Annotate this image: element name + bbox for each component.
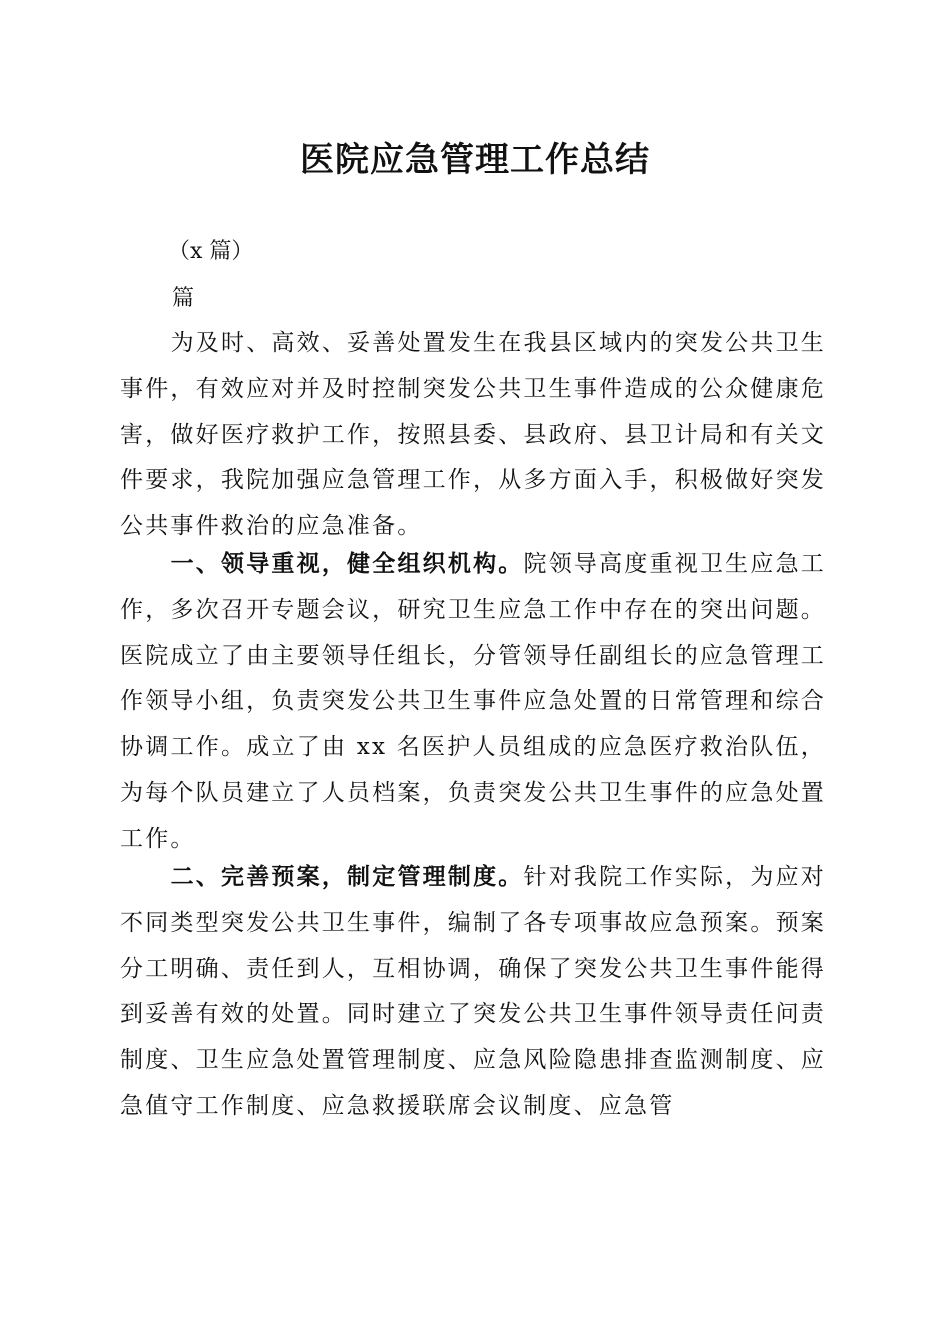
document-title: 医院应急管理工作总结 [300,140,650,180]
paragraph-intro [120,321,826,550]
section-label: 篇 [172,286,195,311]
article-count-label: （x 篇） [168,239,254,264]
paragraph-section-2 [120,855,826,1130]
paragraph-text: 针对我院工作实际，为应对不同类型突发公共卫生事件，编制了各专项事故应急预案。预案分工明确、责任到人，互相协调，确保了突发公共卫生事件能得到妥善有效的处置。同时建立了突发公共卫生事件领导责任问责制度、卫生应急处置管理制度、应急风险隐患排查监测制度、应急值守工作制度、应急救援联席会议制度、应急管 [120,864,826,1119]
section-heading: 一、领导重视，健全组织机构。 [170,551,524,577]
paragraph-text: 为及时、高效、妥善处置发生在我县区域内的突发公共卫生事件，有效应对并及时控制突发公共卫生事件造成的公众健康危害，做好医疗救护工作，按照县委、县政府、县卫计局和有关文件要求，我院加强应急管理工作，从多方面入手，积极做好突发公共事件救治的应急准备。 [120,330,826,540]
paragraph-section-1 [120,542,826,863]
paragraph-text: 院领导高度重视卫生应急工作，多次召开专题会议，研究卫生应急工作中存在的突出问题。医院成立了由主要领导任组长，分管领导任副组长的应急管理工作领导小组，负责突发公共卫生事件应急处置的日常管理和综合协调工作。成立了由 xx 名医护人员组成的应急医疗救治队伍，为每个队员建立了人员档案，负责突发公共卫生事件的应急处置工作。 [120,551,826,852]
section-heading: 二、完善预案，制定管理制度。 [170,864,524,890]
